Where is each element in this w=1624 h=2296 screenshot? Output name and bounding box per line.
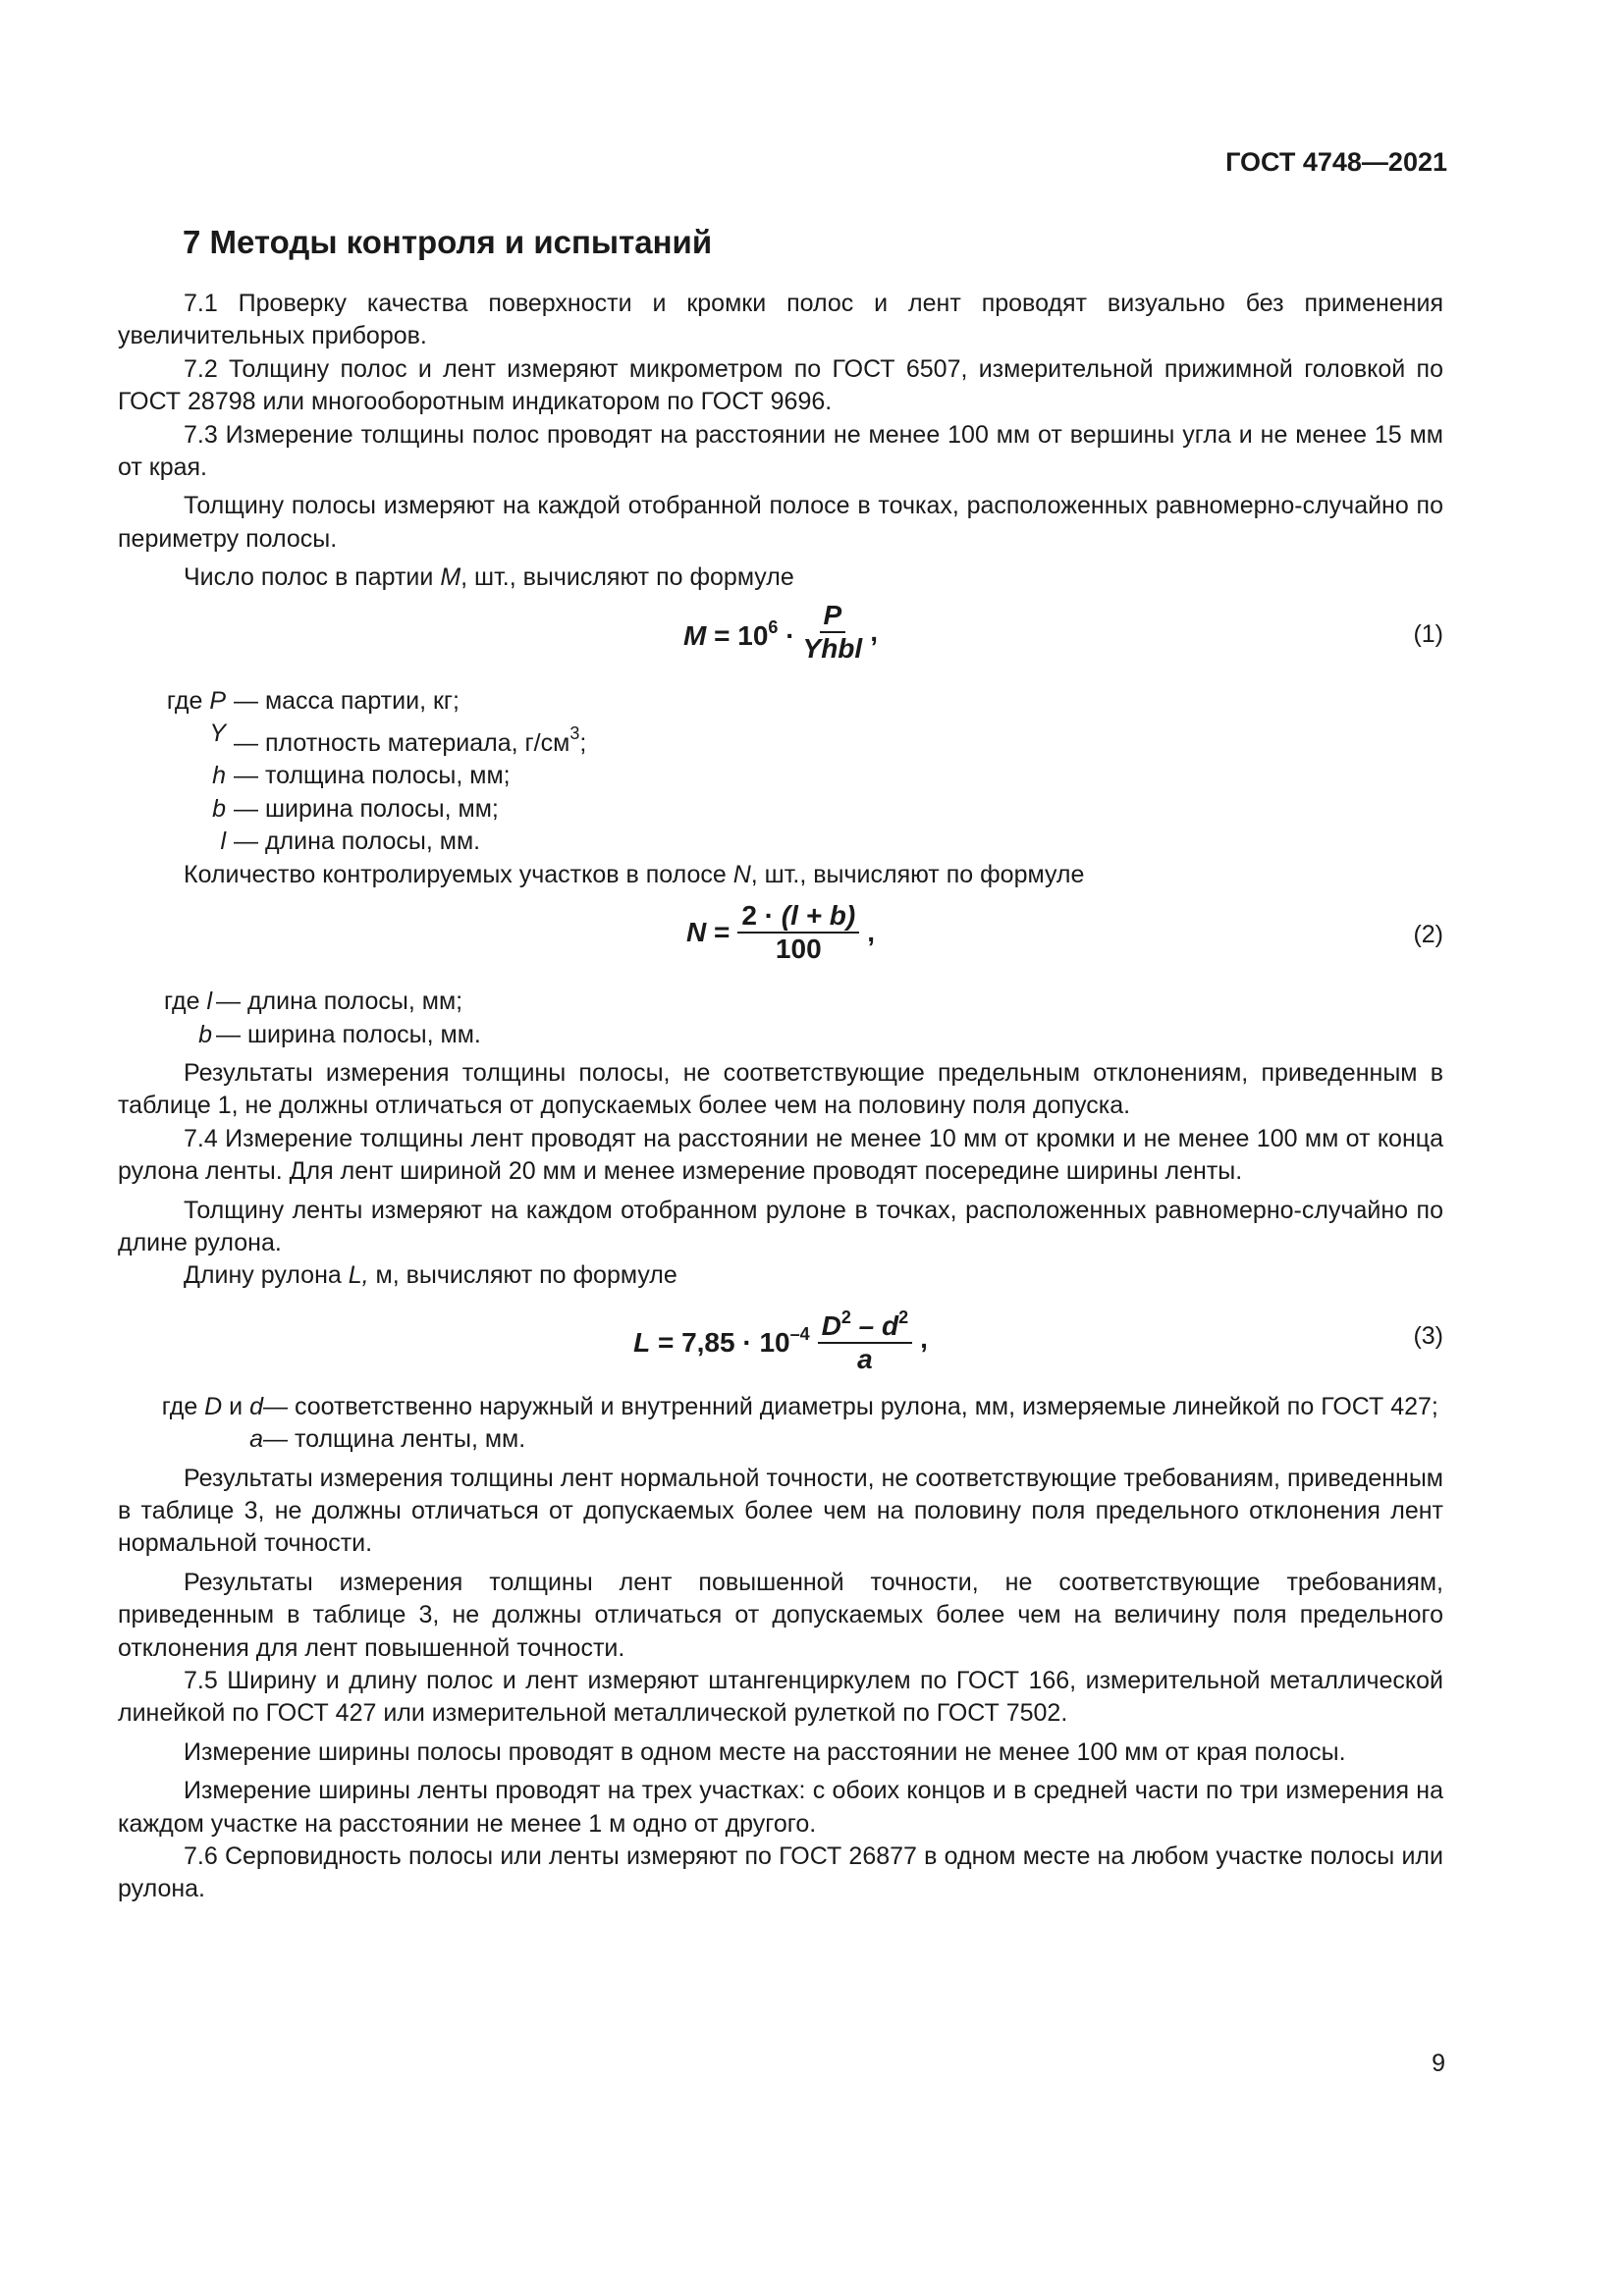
paragraph-7-3-thickness: Толщину полосы измеряют на каждой отобранной полосе в точках, расположенных равномерно-случайно по периметру полосы. [118, 492, 1443, 553]
legend-desc: — соответственно наружный и внутренний диаметры рулона, мм, измеряемые линейкой по ГОСТ 427; [263, 1392, 1438, 1420]
paragraph-7-5-tape-width: Измерение ширины ленты проводят на трех участках: с обоих концов и в средней части по три измерения на каждом участке на расстоянии не менее 1 м одно от другого. [118, 1777, 1443, 1838]
formula-3-numerator-exp-b: 2 [898, 1307, 909, 1327]
legend-desc: — длина полосы, мм; [216, 988, 463, 1016]
legend-desc: — толщина ленты, мм. [263, 1425, 526, 1454]
formula-1-tail: , [870, 615, 878, 647]
paragraph-7-6: 7.6 Серповидность полосы или ленты измеряют по ГОСТ 26877 в одном месте на любом участке полосы или рулона. [118, 1842, 1443, 1903]
formula-2 [118, 897, 1443, 972]
legend-desc: — плотность материала, г/см [234, 729, 570, 758]
paragraph-7-5: 7.5 Ширину и длину полос и лент измеряют штангенциркулем по ГОСТ 166, измерительной металлической линейкой по ГОСТ 427 или измерительной металлической рулеткой по ГОСТ 7502. [118, 1667, 1443, 1728]
formula-3-fraction [818, 1303, 913, 1374]
document-code: ГОСТ 4748—2021 [1225, 147, 1447, 177]
legend-row [118, 793, 1443, 826]
formula-3-intro [118, 1259, 1443, 1292]
legend-symbol: b [198, 1020, 212, 1048]
formula-3-intro-variable: L, [348, 1261, 369, 1290]
formula-1-numerator: P [820, 601, 846, 633]
formula-2-fraction [737, 901, 859, 964]
formula-1-legend [118, 685, 1443, 859]
paragraph-results-strip: Результаты измерения толщины полосы, не соответствующие предельным отклонениям, приведенным в таблице 1, не должны отличаться от допускаемых более чем на половину поля допуска. [118, 1058, 1443, 1120]
page-number: 9 [1432, 2050, 1445, 2077]
formula-3-intro-text-a: Длину рулона [184, 1261, 349, 1290]
section-title: 7 Методы контроля и испытаний [183, 224, 713, 260]
formula-1-dot: · [778, 619, 795, 651]
formula-1-intro [118, 561, 1443, 594]
formula-2-tail: , [867, 917, 876, 948]
paragraph-7-2: 7.2 Толщину полос и лент измеряют микрометром по ГОСТ 6507, измерительной прижимной головкой по ГОСТ 28798 или многооборотным индикатором по ГОСТ 9696. [118, 354, 1443, 416]
legend-row [118, 1019, 1443, 1051]
formula-1-exponent: 6 [768, 616, 779, 637]
formula-3-numerator-d-outer: D [821, 1309, 841, 1341]
formula-3-eq: = 7,85 · 10 [650, 1326, 790, 1358]
formula-3 [118, 1299, 1443, 1377]
formula-3-tail: , [920, 1322, 928, 1354]
legend-and: и [222, 1392, 250, 1420]
formula-1-fraction [803, 601, 863, 664]
formula-1 [118, 601, 1443, 671]
formula-2-intro-text-a: Количество контролируемых участков в полосе [184, 860, 733, 888]
formula-3-numerator-exp-a: 2 [840, 1307, 851, 1327]
legend-desc: — длина полосы, мм. [234, 828, 481, 856]
legend-lead: где [161, 1392, 205, 1420]
paragraph-7-1: 7.1 Проверку качества поверхности и кромки полос и лент проводят визуально без применения увеличительных приборов. [118, 290, 1443, 350]
paragraph-results-high: Результаты измерения толщины лент повышенной точности, не соответствующие требованиям, приведенным в таблице 3, не должны отличаться от допускаемых более чем на величину поля предельного отклонения для лент повышенной точности. [118, 1568, 1443, 1662]
legend-desc: — масса партии, кг; [234, 686, 460, 715]
formula-1-eq: = 10 [706, 619, 769, 651]
legend-row [118, 826, 1443, 858]
paragraph-7-3: 7.3 Измерение толщины полос проводят на расстоянии не менее 100 мм от вершины угла и не менее 15 мм от края. [118, 420, 1443, 482]
legend-symbol: P [209, 686, 226, 715]
formula-1-intro-text-b: , шт., вычисляют по формуле [460, 563, 794, 592]
legend-symbol: Y [209, 720, 226, 748]
legend-lead: где [166, 686, 210, 715]
section-body [118, 288, 1443, 1906]
formula-2-numerator-sum: (l + b) [781, 900, 856, 932]
legend-symbol: a [249, 1425, 263, 1454]
legend-row [118, 1391, 1443, 1423]
legend-lead: где [164, 988, 207, 1016]
legend-symbol: b [212, 794, 226, 823]
legend-symbol: D [204, 1392, 223, 1420]
formula-2-intro [118, 859, 1443, 891]
legend-desc: — ширина полосы, мм; [234, 794, 499, 823]
formula-3-denominator: a [818, 1342, 912, 1374]
legend-desc-end: ; [579, 729, 587, 758]
paragraph-results-normal: Результаты измерения толщины лент нормальной точности, не соответствующие требованиям, приведенным в таблице 3, не должны отличаться от допускаемых более чем на половину поля предельного отклонения лент нормальной точности. [118, 1464, 1443, 1558]
paragraph-7-5-strip-width: Измерение ширины полосы проводят в одном месте на расстоянии не менее 100 мм от края полосы. [184, 1737, 1346, 1766]
formula-2-numerator-coef: 2 · [741, 900, 782, 932]
formula-3-lhs: L [633, 1326, 651, 1358]
legend-desc: — ширина полосы, мм. [216, 1020, 481, 1048]
formula-1-denominator: Yhbl [802, 632, 863, 664]
formula-3-intro-text-b: м, вычисляют по формуле [368, 1261, 677, 1290]
legend-superscript: 3 [569, 723, 580, 744]
formula-2-intro-text-b: , шт., вычисляют по формуле [750, 860, 1085, 888]
legend-row [118, 986, 1443, 1018]
legend-symbol: h [212, 762, 226, 790]
formula-2-denominator: 100 [775, 934, 822, 965]
formula-2-intro-variable: N [732, 860, 751, 888]
legend-symbol: d [249, 1392, 263, 1420]
legend-row [118, 718, 1443, 760]
legend-symbol: l [220, 828, 226, 856]
legend-symbol: l [206, 988, 212, 1016]
legend-row [118, 685, 1443, 718]
formula-1-lhs: M [683, 619, 707, 651]
legend-row [118, 1423, 1443, 1456]
formula-2-number: (2) [1413, 921, 1443, 949]
formula-3-number: (3) [1413, 1321, 1443, 1350]
formula-1-number: (1) [1413, 619, 1443, 648]
paragraph-7-4: 7.4 Измерение толщины лент проводят на расстоянии не менее 10 мм от кромки и не менее 100 мм от конца рулона ленты. Для лент шириной 20 мм и менее измерение проводят посередине ширины ленты. [118, 1124, 1443, 1186]
formula-3-exponent: –4 [789, 1323, 810, 1344]
paragraph-7-4-thickness: Толщину ленты измеряют на каждом отобранном рулоне в точках, расположенных равномерно-случайно по длине рулона. [118, 1196, 1443, 1256]
formula-2-legend [118, 986, 1443, 1051]
formula-1-intro-text-a: Число полос в партии [184, 563, 441, 592]
formula-2-eq: = [706, 917, 731, 948]
legend-row [118, 760, 1443, 792]
formula-3-legend [118, 1391, 1443, 1457]
formula-2-lhs: N [685, 917, 707, 948]
formula-3-numerator-d-inner: – d [850, 1309, 899, 1341]
formula-1-intro-variable: M [440, 563, 461, 592]
legend-desc: — толщина полосы, мм; [234, 762, 511, 790]
